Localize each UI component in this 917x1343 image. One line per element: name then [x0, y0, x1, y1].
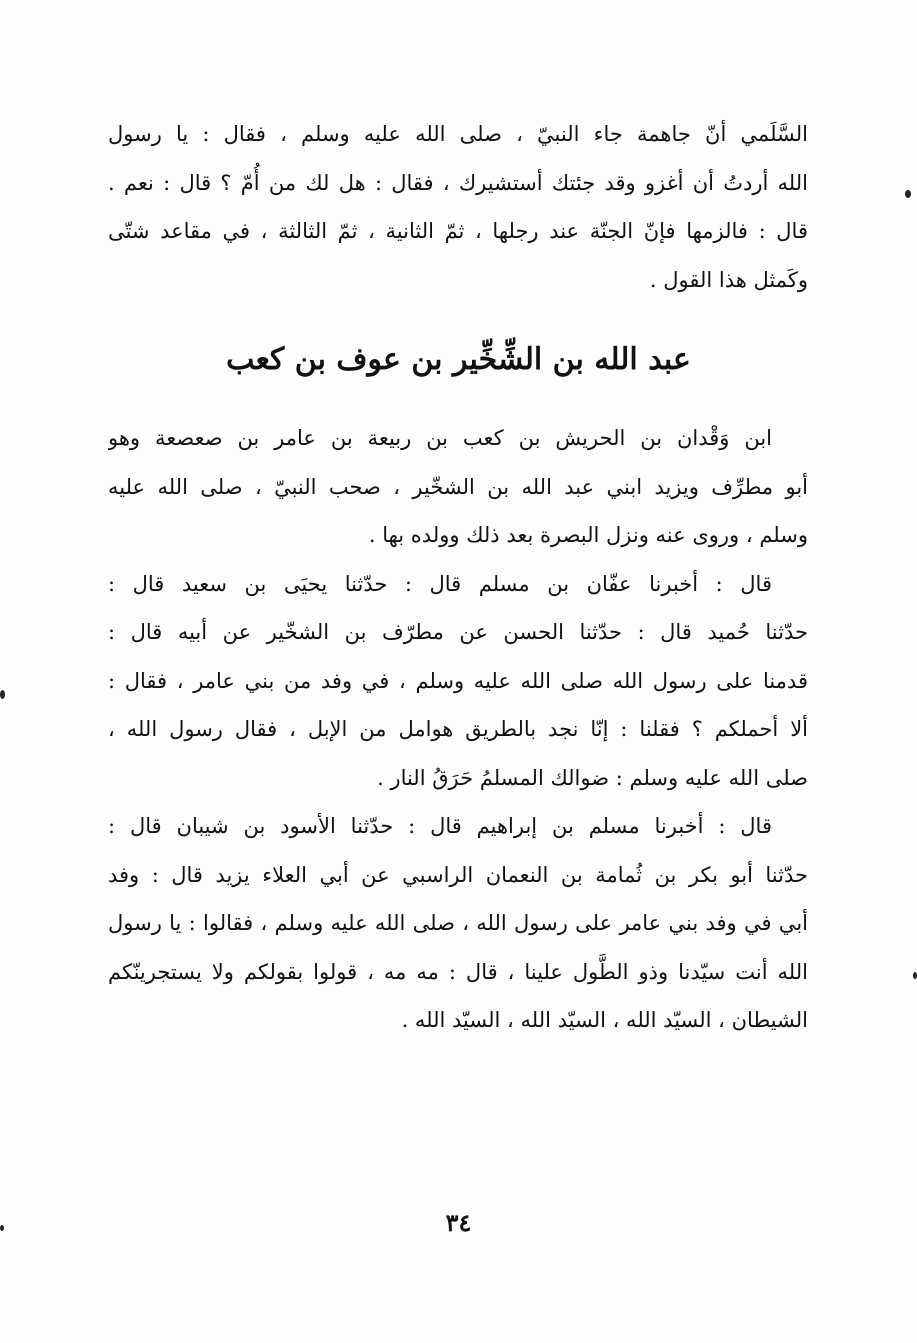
- text-line: قال : أخبرنا عفّان بن مسلم قال : حدّثنا يحيَى بن سعيد قال :: [108, 571, 772, 596]
- section-heading: عبد الله بن الشِّخِّير بن عوف بن كعب: [226, 342, 691, 377]
- paragraph: [108, 802, 808, 1045]
- scan-speck: [0, 690, 5, 699]
- text-line: الله أنت سيّدنا وذو الطَّول علينا ، قال : مه مه ، قولوا بقولكم ولا يستجرينّكم: [108, 959, 808, 984]
- text-line: قال : فالزمها فإنّ الجنّة عند رجلها ، ثمّ الثانية ، ثمّ الثالثة ، في مقاعد شتّى: [108, 219, 808, 243]
- text-line: أبو مطرِّف ويزيد ابني عبد الله بن الشخّير ، صحب النبيّ ، صلى الله عليه: [108, 474, 808, 499]
- text-line: حدّثنا حُميد قال : حدّثنا الحسن عن مطرّف بن الشخّير عن أبيه قال :: [108, 620, 808, 644]
- page-number: ٣٤: [445, 1208, 472, 1237]
- text-line: قال : أخبرنا مسلم بن إبراهيم قال : حدّثنا الأسود بن شيبان قال :: [108, 814, 772, 838]
- text-line: حدّثنا أبو بكر بن ثُمامة بن النعمان الراسبي عن أبي العلاء يزيد قال : وفد: [108, 862, 808, 887]
- paragraph: [108, 560, 808, 803]
- section-body: [108, 414, 808, 1045]
- scan-speck: [905, 190, 911, 198]
- text-line: السَّلَمي أنّ جاهمة جاء النبيّ ، صلى الله عليه وسلم ، فقال : يا رسول: [108, 122, 808, 146]
- text-line: قدمنا على رسول الله صلى الله عليه وسلم ، في وفد من بني عامر ، فقال :: [108, 668, 808, 693]
- text-line: وسلم ، وروى عنه ونزل البصرة بعد ذلك وولده بها .: [368, 523, 808, 547]
- text-line: وكَمثل هذا القول .: [649, 267, 808, 292]
- intro-passage: [108, 110, 808, 304]
- scan-speck: [913, 972, 917, 979]
- paragraph: [108, 414, 808, 560]
- text-line: ألا أحملكم ؟ فقلنا : إنّا نجد بالطريق هوامل من الإبل ، فقال رسول الله ،: [108, 717, 808, 741]
- text-line: أبي في وفد بني عامر على رسول الله ، صلى الله عليه وسلم ، فقالوا : يا رسول: [108, 911, 808, 935]
- text-line: صلى الله عليه وسلم : ضوالك المسلمُ حَرَقُ النار .: [377, 765, 808, 790]
- text-line: ابن وَقْدان بن الحريش بن كعب بن ربيعة بن عامر بن صعصعة وهو: [108, 426, 772, 450]
- text-line: الشيطان ، السيّد الله ، السيّد الله ، السيّد الله .: [401, 1008, 808, 1032]
- scan-speck: [0, 1225, 4, 1231]
- text-line: الله أردتُ أن أغزو وقد جئتك أستشيرك ، فقال : هل لك من أُمّ ؟ قال : نعم .: [108, 170, 808, 195]
